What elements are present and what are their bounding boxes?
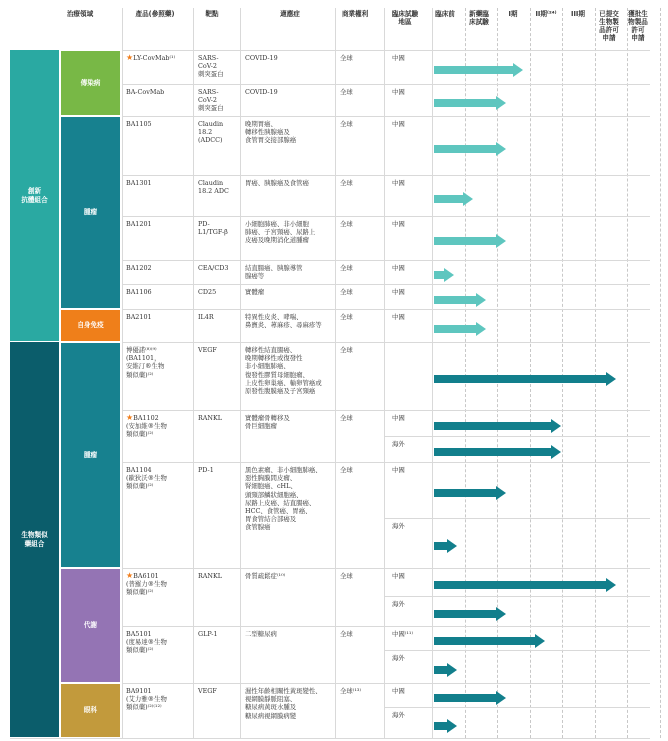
region-cell: 中國	[392, 466, 405, 474]
product-cell	[126, 414, 194, 439]
column-header-indication: 適應症	[280, 10, 300, 18]
column-header-phase2: II期⁽²⁴⁾	[535, 10, 557, 18]
arrow-shaft	[434, 375, 606, 383]
product-cell	[126, 220, 194, 228]
subgroup-band: 傳染病	[61, 51, 120, 115]
arrow-right-icon	[496, 142, 506, 156]
region-cell: 海外	[392, 711, 405, 719]
rights-cell: 全球	[340, 313, 353, 321]
arrow-shaft	[434, 489, 496, 497]
progress-arrow	[434, 607, 506, 621]
arrow-shaft	[434, 325, 476, 333]
arrow-right-icon	[447, 539, 457, 553]
progress-arrow	[434, 268, 454, 282]
product-cell	[126, 687, 194, 712]
indication-cell: 晚期胃癌、 轉移性胰腺癌及 食管胃交接部腺癌	[245, 120, 297, 145]
subgroup-band: 代謝	[61, 569, 120, 682]
progress-arrow	[434, 63, 523, 77]
progress-arrow	[434, 192, 473, 206]
arrow-shaft	[434, 296, 476, 304]
row-divider	[122, 116, 650, 117]
progress-arrow	[434, 293, 486, 307]
indication-cell: 骨質疏鬆症⁽¹⁰⁾	[245, 572, 286, 580]
arrow-shaft	[434, 666, 447, 674]
arrow-shaft	[434, 448, 551, 456]
product-name: BA6101 (普羅力®生物 類似藥)⁽²⁾	[126, 572, 167, 597]
product-cell	[126, 120, 194, 128]
target-cell: PD- L1/TGF-β	[198, 220, 228, 237]
region-divider	[384, 518, 650, 519]
column-header-rights: 商業權利	[341, 10, 369, 18]
product-name: BA2101	[126, 313, 152, 321]
region-cell: 中國	[392, 120, 405, 128]
region-cell: 海外	[392, 440, 405, 448]
rights-cell: 全球	[340, 88, 353, 96]
product-cell	[126, 630, 194, 655]
product-name: 博優諾⁽⁸⁾⁽⁹⁾ (BA1101， 安維汀®生物 類似藥)⁽²⁾	[126, 346, 165, 379]
arrow-right-icon	[476, 322, 486, 336]
product-name: BA1202	[126, 264, 152, 272]
product-cell	[126, 288, 194, 296]
progress-arrow	[434, 445, 561, 459]
arrow-right-icon	[606, 372, 616, 386]
group-band: 創新 抗體組合	[10, 50, 59, 341]
rights-cell: 全球	[340, 120, 353, 128]
arrow-right-icon	[444, 268, 454, 282]
arrow-shaft	[434, 694, 496, 702]
target-cell: SARS- CoV-2 刺突蛋白	[198, 54, 224, 79]
product-name: BA9101 (艾力雅®生物 類似藥)⁽²⁾⁽¹²⁾	[126, 687, 167, 712]
product-cell	[126, 54, 194, 62]
target-cell: RANKL	[198, 414, 223, 422]
column-divider	[122, 8, 123, 738]
indication-cell: 小細胞肺癌、非小細胞 肺癌、子宮頸癌、尿路上 皮癌及晚期消化道腫瘤	[245, 220, 316, 245]
region-divider	[384, 650, 650, 651]
arrow-shaft	[434, 610, 496, 618]
region-cell: 中國	[392, 220, 405, 228]
arrow-right-icon	[496, 486, 506, 500]
target-cell: SARS- CoV-2 刺突蛋白	[198, 88, 224, 113]
arrow-right-icon	[513, 63, 523, 77]
arrow-shaft	[434, 145, 496, 153]
arrow-right-icon	[447, 663, 457, 677]
progress-arrow	[434, 372, 616, 386]
column-header-bla: 獲批生 物製品 許可 申請	[628, 10, 648, 42]
arrow-shaft	[434, 422, 551, 430]
arrow-shaft	[434, 581, 606, 589]
rights-cell: 全球	[340, 414, 353, 422]
rights-cell: 全球	[340, 572, 353, 580]
row-divider	[122, 309, 650, 310]
arrow-right-icon	[551, 419, 561, 433]
arrow-right-icon	[535, 634, 545, 648]
arrow-right-icon	[496, 691, 506, 705]
row-divider	[122, 284, 650, 285]
region-cell: 中國	[392, 179, 405, 187]
target-cell: VEGF	[198, 687, 217, 695]
product-cell	[126, 466, 194, 491]
row-divider	[122, 626, 650, 627]
arrow-right-icon	[606, 578, 616, 592]
arrow-right-icon	[496, 96, 506, 110]
region-cell: 中國	[392, 572, 405, 580]
progress-arrow	[434, 142, 506, 156]
region-divider	[384, 596, 650, 597]
arrow-right-icon	[476, 293, 486, 307]
progress-arrow	[434, 691, 506, 705]
product-name: LY-CovMab⁽¹⁾	[133, 54, 176, 62]
arrow-shaft	[434, 722, 447, 730]
indication-cell: COVID-19	[245, 88, 278, 96]
target-cell: VEGF	[198, 346, 217, 354]
column-divider	[384, 8, 385, 738]
arrow-right-icon	[496, 234, 506, 248]
arrow-right-icon	[463, 192, 473, 206]
region-cell: 中國⁽¹¹⁾	[392, 630, 414, 638]
target-cell: PD-1	[198, 466, 214, 474]
indication-cell: 實體瘤	[245, 288, 265, 296]
column-header-phase3: III期	[571, 10, 585, 18]
subgroup-band: 眼科	[61, 684, 120, 737]
region-cell: 海外	[392, 654, 405, 662]
indication-cell: 轉移性結直腸癌、 晚期轉移性或復發性 非小細胞肺癌、 復發性膠質母細胞瘤、 上皮性卵巢癌、輸卵管癌或 原發性腹膜癌及子宮頸癌	[245, 346, 322, 396]
product-name: BA1105	[126, 120, 152, 128]
row-divider	[122, 84, 650, 85]
progress-arrow	[434, 96, 506, 110]
star-icon: ★	[126, 53, 134, 62]
product-name: BA1201	[126, 220, 152, 228]
row-divider	[122, 568, 650, 569]
region-cell: 中國	[392, 264, 405, 272]
target-cell: Claudin 18.2 ADC	[198, 179, 229, 196]
rights-cell: 全球	[340, 630, 353, 638]
rights-cell: 全球	[340, 466, 353, 474]
column-header-phase1: I期	[508, 10, 518, 18]
product-cell	[126, 572, 194, 597]
indication-cell: 結直腸癌、胰腺導管 腺癌等	[245, 264, 303, 281]
region-cell: 中國	[392, 54, 405, 62]
region-cell: 中國	[392, 313, 405, 321]
column-header-ind: 新藥臨 床試驗	[469, 10, 489, 26]
arrow-shaft	[434, 99, 496, 107]
row-divider	[122, 175, 650, 176]
arrow-right-icon	[496, 607, 506, 621]
progress-arrow	[434, 486, 506, 500]
product-cell	[126, 179, 194, 187]
rights-cell: 全球⁽¹³⁾	[340, 687, 362, 695]
progress-arrow	[434, 719, 457, 733]
region-cell: 中國	[392, 288, 405, 296]
product-name: BA5101 (度易達®生物 類似藥)⁽²⁾	[126, 630, 167, 655]
product-name: BA1102 (安加維®生物 類似藥)⁽²⁾	[126, 414, 167, 439]
row-divider	[122, 342, 650, 343]
target-cell: Claudin 18.2 (ADCC)	[198, 120, 224, 145]
arrow-shaft	[434, 66, 513, 74]
star-icon: ★	[126, 571, 134, 580]
row-divider	[122, 410, 650, 411]
progress-arrow	[434, 578, 616, 592]
rights-cell: 全球	[340, 179, 353, 187]
indication-cell: 二型糖尿病	[245, 630, 277, 638]
region-cell: 中國	[392, 687, 405, 695]
product-name: BA-CovMab	[126, 88, 165, 96]
product-name: BA1301	[126, 179, 152, 187]
progress-arrow	[434, 234, 506, 248]
region-divider	[384, 707, 650, 708]
product-name: BA1106	[126, 288, 152, 296]
column-header-preclinical: 臨床前	[435, 10, 455, 18]
row-divider	[122, 683, 650, 684]
column-header-area: 治療領域	[66, 10, 94, 18]
progress-arrow	[434, 322, 486, 336]
progress-arrow	[434, 634, 545, 648]
target-cell: IL4R	[198, 313, 214, 321]
column-header-region: 臨床試驗 地區	[391, 10, 419, 26]
indication-cell: 特異性皮炎、哮喘、 鼻竇炎、蕁麻疹、尋麻疹等	[245, 313, 322, 330]
arrow-shaft	[434, 637, 535, 645]
progress-arrow	[434, 419, 561, 433]
arrow-shaft	[434, 195, 463, 203]
row-divider	[122, 216, 650, 217]
region-divider	[384, 436, 650, 437]
rights-cell: 全球	[340, 346, 353, 354]
column-divider	[432, 8, 433, 738]
product-cell	[126, 346, 194, 379]
column-header-product: 產品(參照藥)	[135, 10, 175, 18]
table-bottom	[10, 738, 650, 739]
arrow-right-icon	[551, 445, 561, 459]
product-cell	[126, 88, 194, 96]
column-header-nda: 已提交 生物製 品許可 申請	[599, 10, 619, 42]
rights-cell: 全球	[340, 264, 353, 272]
product-cell	[126, 313, 194, 321]
target-cell: RANKL	[198, 572, 223, 580]
column-divider	[240, 8, 241, 738]
arrow-right-icon	[447, 719, 457, 733]
arrow-shaft	[434, 271, 444, 279]
progress-arrow	[434, 539, 457, 553]
row-divider	[122, 462, 650, 463]
column-header-target: 靶點	[205, 10, 219, 18]
region-cell: 海外	[392, 522, 405, 530]
indication-cell: 實體瘤骨轉移及 骨巨細胞瘤	[245, 414, 290, 431]
arrow-shaft	[434, 237, 496, 245]
group-band: 生物類似 藥組合	[10, 342, 59, 737]
rights-cell: 全球	[340, 220, 353, 228]
subgroup-band: 腫瘤	[61, 117, 120, 308]
arrow-shaft	[434, 542, 447, 550]
row-divider	[122, 50, 650, 51]
subgroup-band: 自身免疫	[61, 310, 120, 341]
rights-cell: 全球	[340, 54, 353, 62]
product-cell	[126, 264, 194, 272]
star-icon: ★	[126, 413, 134, 422]
region-cell: 中國	[392, 414, 405, 422]
phase-gridline	[627, 8, 628, 738]
subgroup-band: 腫瘤	[61, 343, 120, 567]
indication-cell: 胃癌、胰腺癌及食管癌	[245, 179, 309, 187]
indication-cell: 濕性年齡相關性黃斑變性、 視網膜靜脈阻塞、 糖尿病黃斑水腫及 糖尿病視網膜病變	[245, 687, 322, 720]
region-cell: 中國	[392, 88, 405, 96]
product-name: BA1104 (歐狄沃®生物 類似藥)⁽²⁾	[126, 466, 167, 491]
indication-cell: 黑色素瘤、非小細胞肺癌、 惡性胸膜間皮瘤、 腎細胞癌、cHL、 頭頸部鱗狀細胞癌、 尿路上皮癌、結直腸癌、 HCC、食管癌、胃癌、 胃食管結合部癌及 食管腺癌	[245, 466, 322, 532]
target-cell: CEA/CD3	[198, 264, 229, 272]
indication-cell: COVID-19	[245, 54, 278, 62]
region-cell: 海外	[392, 600, 405, 608]
target-cell: CD25	[198, 288, 217, 296]
rights-cell: 全球	[340, 288, 353, 296]
target-cell: GLP-1	[198, 630, 218, 638]
row-divider	[122, 260, 650, 261]
progress-arrow	[434, 663, 457, 677]
phase-gridline	[660, 8, 661, 738]
